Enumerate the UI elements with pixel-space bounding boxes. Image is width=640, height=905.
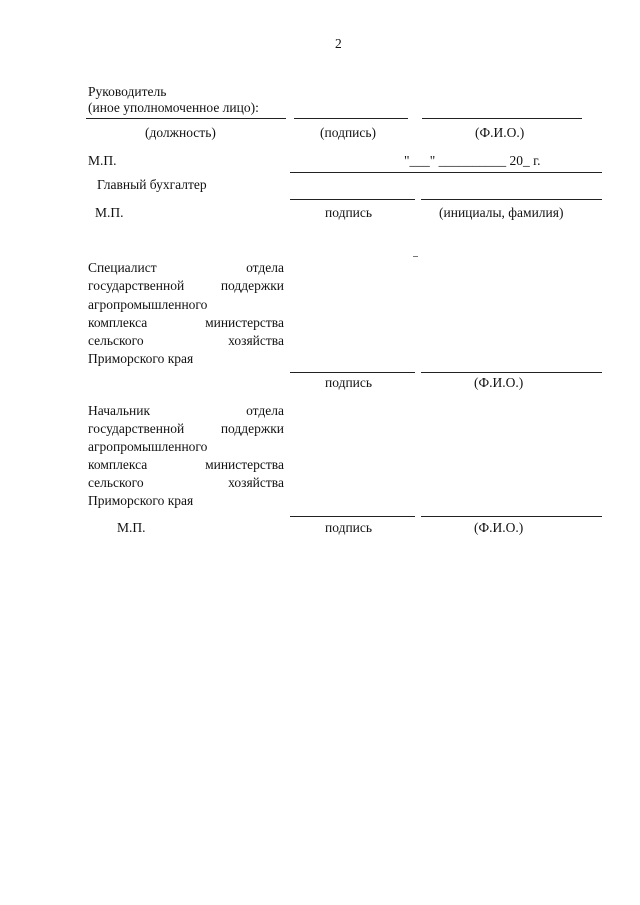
caption-position: (должность) <box>145 125 216 140</box>
specialist-signature-line <box>290 372 415 373</box>
specialist-line: Специалист отдела <box>88 260 284 275</box>
signature-line <box>294 118 408 119</box>
accountant-mp: М.П. <box>95 205 124 220</box>
accountant-name-line <box>421 199 602 200</box>
head-of-dept-mp: М.П. <box>117 520 146 535</box>
stray-mark <box>413 256 418 257</box>
specialist-fio-line <box>421 372 602 373</box>
head-of-dept-line: государственной поддержки <box>88 421 284 436</box>
head-title-line1: Руководитель <box>88 84 167 99</box>
specialist-caption-fio: (Ф.И.О.) <box>474 375 524 390</box>
specialist-line: сельского хозяйства <box>88 333 284 348</box>
head-mp: М.П. <box>88 153 117 168</box>
head-title-line2: (иное уполномоченное лицо): <box>88 100 259 115</box>
head-of-dept-caption-fio: (Ф.И.О.) <box>474 520 524 535</box>
fio-line <box>422 118 582 119</box>
accountant-caption-signature: подпись <box>325 205 373 220</box>
head-of-dept-line: Приморского края <box>88 493 194 508</box>
head-of-dept-fio-line <box>421 516 602 517</box>
position-line <box>86 118 286 119</box>
specialist-caption-signature: подпись <box>325 375 373 390</box>
head-of-dept-line: сельского хозяйства <box>88 475 284 490</box>
specialist-line: агропромышленного <box>88 297 208 312</box>
head-of-dept-signature-line <box>290 516 415 517</box>
page-number: 2 <box>335 36 342 51</box>
specialist-line: Приморского края <box>88 351 194 366</box>
separator-line <box>290 172 602 173</box>
head-of-dept-line: Начальник отдела <box>88 403 284 418</box>
accountant-signature-line <box>290 199 415 200</box>
head-of-dept-caption-signature: подпись <box>325 520 373 535</box>
caption-fio: (Ф.И.О.) <box>475 125 525 140</box>
specialist-line: комплекса министерства <box>88 315 284 330</box>
specialist-line: государственной поддержки <box>88 278 284 293</box>
caption-signature: (подпись) <box>320 125 377 140</box>
head-of-dept-line: комплекса министерства <box>88 457 284 472</box>
accountant-caption-name: (инициалы, фамилия) <box>439 205 564 220</box>
date-field: "___" __________ 20_ г. <box>404 153 541 168</box>
head-of-dept-line: агропромышленного <box>88 439 208 454</box>
accountant-title: Главный бухгалтер <box>97 177 207 192</box>
